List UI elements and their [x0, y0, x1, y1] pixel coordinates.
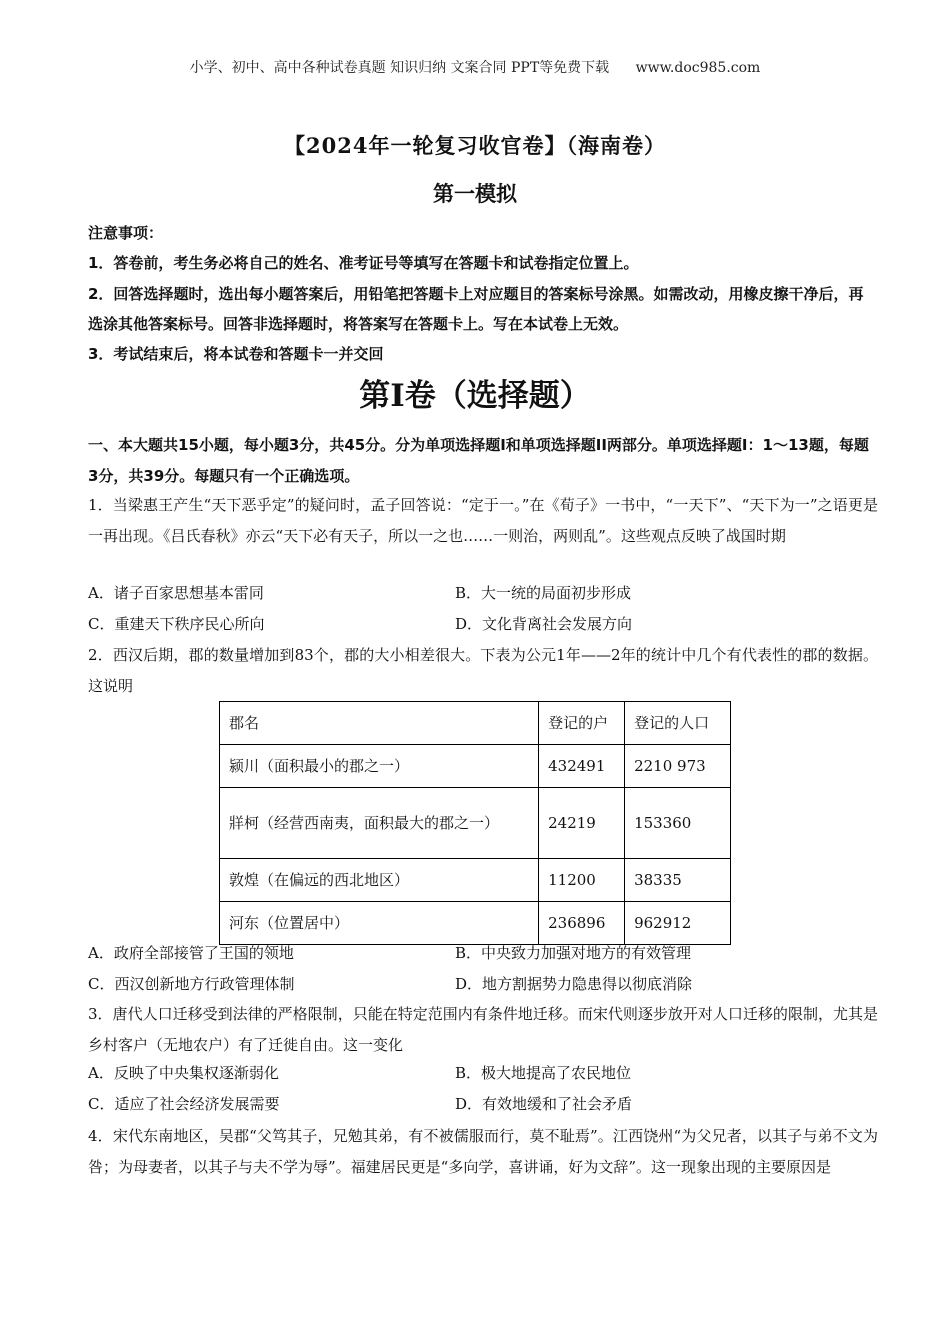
table-cell: 河东（位置居中） [220, 902, 539, 945]
table-header-row [220, 702, 731, 745]
question-2-option-b: B．中央致力加强对地方的有效管理 [455, 944, 692, 962]
notice-item-1: 1．答卷前，考生务必将自己的姓名、准考证号等填写在答题卡和试卷指定位置上。 [88, 254, 639, 272]
site-url-link[interactable]: www.doc985.com [635, 60, 761, 76]
notice-item-2: 2．回答选择题时，选出每小题答案后，用铅笔把答题卡上对应题目的答案标号涂黑。如需改动，用橡皮擦干净后，再选涂其他答案标号。回答非选择题时，将答案写在答题卡上。写在本试卷上无效。 [88, 285, 864, 333]
table-header-cell: 登记的户 [539, 702, 625, 745]
table-row [220, 745, 731, 788]
question-1-option-c: C．重建天下秩序民心所向 [88, 615, 265, 633]
table-cell: 颍川（面积最小的郡之一） [220, 745, 539, 788]
table-row [220, 788, 731, 859]
question-2-option-c: C．西汉创新地方行政管理体制 [88, 975, 295, 993]
table-header-cell: 郡名 [220, 702, 539, 745]
table-cell: 2210 973 [625, 745, 731, 788]
section-instructions: 一、本大题共15小题，每小题3分，共45分。分为单项选择题I和单项选择题II两部分。单项选择题I：1～13题，每题3分，共39分。每题只有一个正确选项。 [88, 436, 869, 485]
table-cell: 牂柯（经营西南夷，面积最大的郡之一） [220, 788, 539, 859]
section-title: 第I卷（选择题） [359, 378, 591, 414]
table-cell: 236896 [539, 902, 625, 945]
question-1-stem: 1．当梁惠王产生“天下恶乎定”的疑问时，孟子回答说：“定于一。”在《荀子》一书中，“一天下”、“天下为一”之语更是一再出现。《吕氏春秋》亦云“天下必有天子，所以一之也……一则治，两则乱”。这些观点反映了战国时期 [88, 496, 878, 545]
table-cell: 432491 [539, 745, 625, 788]
exam-title: 【2024年一轮复习收官卷】（海南卷） [284, 133, 666, 158]
notice-item-3: 3．考试结束后，将本试卷和答题卡一并交回 [88, 345, 384, 363]
question-2-stem: 2．西汉后期，郡的数量增加到83个，郡的大小相差很大。下表为公元1年——2年的统计中几个有代表性的郡的数据。这说明 [88, 646, 878, 695]
question-3-option-a: A．反映了中央集权逐渐弱化 [88, 1064, 279, 1082]
table-header-cell: 登记的人口 [625, 702, 731, 745]
commandery-data-table [219, 701, 731, 945]
question-3-option-b: B．极大地提高了农民地位 [455, 1064, 632, 1082]
question-1-option-b: B．大一统的局面初步形成 [455, 584, 632, 602]
table-cell: 962912 [625, 902, 731, 945]
question-2-option-a: A．政府全部接管了王国的领地 [88, 944, 294, 962]
question-3-stem: 3．唐代人口迁移受到法律的严格限制，只能在特定范围内有条件地迁移。而宋代则逐步放开对人口迁移的限制，尤其是乡村客户（无地农户）有了迁徙自由。这一变化 [88, 1005, 878, 1054]
question-1-option-a: A．诸子百家思想基本雷同 [88, 584, 264, 602]
question-2-option-d: D．地方割据势力隐患得以彻底消除 [455, 975, 693, 993]
question-1-option-d: D．文化背离社会发展方向 [455, 615, 633, 633]
table-cell: 敦煌（在偏远的西北地区） [220, 859, 539, 902]
site-banner-text: 小学、初中、高中各种试卷真题 知识归纳 文案合同 PPT等免费下载 [189, 60, 610, 76]
table-cell: 24219 [539, 788, 625, 859]
exam-subtitle: 第一模拟 [433, 181, 517, 206]
table-cell: 153360 [625, 788, 731, 859]
question-3-option-d: D．有效地缓和了社会矛盾 [455, 1095, 633, 1113]
table-cell: 38335 [625, 859, 731, 902]
table-cell: 11200 [539, 859, 625, 902]
question-3-option-c: C．适应了社会经济发展需要 [88, 1095, 280, 1113]
question-4-stem: 4．宋代东南地区，吴郡“父笃其子，兄勉其弟，有不被儒服而行，莫不耻焉”。江西饶州“为父兄者，以其子与弟不文为咎；为母妻者，以其子与夫不学为辱”。福建居民更是“多向学，喜讲诵，好为文辞”。这一现象出现的主要原因是 [88, 1127, 878, 1176]
notice-title: 注意事项： [88, 224, 164, 242]
site-header [0, 57, 950, 77]
table-row [220, 859, 731, 902]
